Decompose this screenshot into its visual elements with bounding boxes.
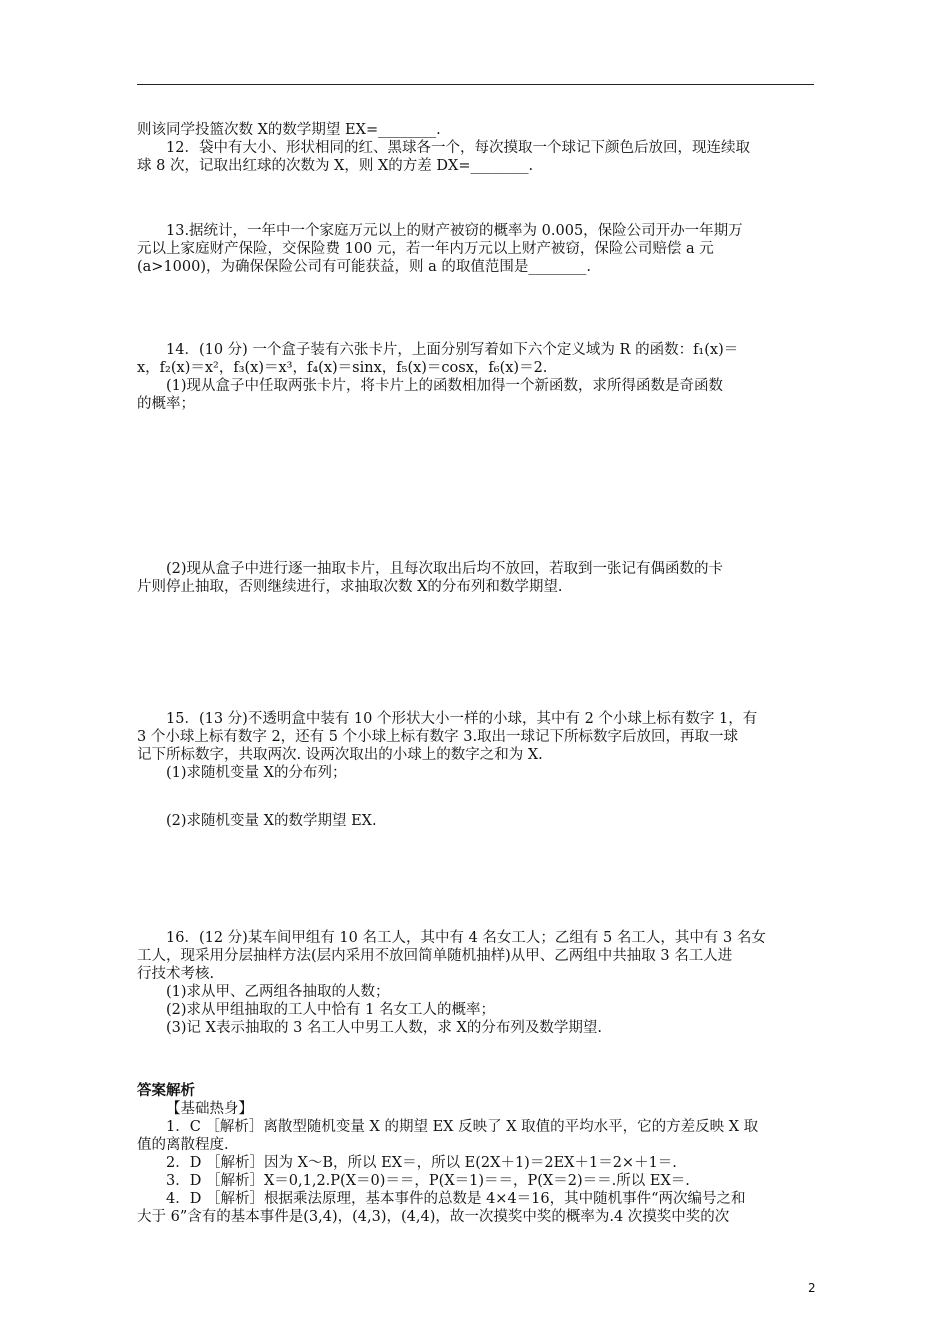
q15-line-1: 15．(13 分)不透明盒中装有 10 个形状大小一样的小球，其中有 2 个小球上标有数字 1，有 <box>166 711 758 727</box>
q16-line-2: 工人，现采用分层抽样方法(层内采用不放回简单随机抽样)从甲、乙两组中共抽取 3 名工人进 <box>137 948 733 964</box>
q16-part-2: (2)求从甲组抽取的工人中恰有 1 名女工人的概率； <box>166 1002 495 1018</box>
q13-line-3: (a>1000)，为确保保险公司有可能获益，则 a 的取值范围是________. <box>137 259 591 275</box>
answer-1-line-1: 1．C ［解析］离散型随机变量 X 的期望 EX 反映了 X 取值的平均水平，它的方差反映 X 取 <box>166 1119 759 1135</box>
q15-part-2: (2)求随机变量 X的数学期望 EX. <box>166 813 377 829</box>
q14-part-1-line-2: 的概率； <box>137 396 195 412</box>
q14-part-2-line-2: 片则停止抽取，否则继续进行，求抽取次数 X的分布列和数学期望. <box>137 579 563 595</box>
q12-line-1: 12．袋中有大小、形状相同的红、黑球各一个，每次摸取一个球记下颜色后放回，现连续取 <box>166 140 750 156</box>
answer-3: 3．D ［解析］X＝0,1,2.P(X＝0)＝＝，P(X＝1)＝＝，P(X＝2)＝＝.所以 EX＝. <box>166 1173 690 1189</box>
answers-section-label: 【基础热身】 <box>166 1101 253 1117</box>
q12-line-2: 球 8 次，记取出红球的次数为 X，则 X的方差 DX=________. <box>137 158 534 174</box>
q14-part-2-line-1: (2)现从盒子中进行逐一抽取卡片，且每次取出后均不放回，若取到一张记有偶函数的卡 <box>166 561 724 577</box>
answer-2: 2．D ［解析］因为 X～B，所以 EX＝，所以 E(2X＋1)＝2EX＋1＝2×＋1＝. <box>166 1155 677 1171</box>
answers-heading: 答案解析 <box>137 1083 195 1099</box>
q15-part-1: (1)求随机变量 X的分布列； <box>166 765 347 781</box>
q15-line-2: 3 个小球上标有数字 2，还有 5 个小球上标有数字 3.取出一球记下所标数字后放回，再取一球 <box>137 729 739 745</box>
page-number: 2 <box>808 1281 816 1295</box>
q14-part-1-line-1: (1)现从盒子中任取两张卡片，将卡片上的函数相加得一个新函数，求所得函数是奇函数 <box>166 378 724 394</box>
question-16 <box>137 929 814 1037</box>
question-13 <box>137 222 814 276</box>
q16-part-1: (1)求从甲、乙两组各抽取的人数； <box>166 984 390 1000</box>
q16-line-1: 16．(12 分)某车间甲组有 10 名工人，其中有 4 名女工人；乙组有 5 名工人，其中有 3 名女 <box>166 930 766 946</box>
answer-4-line-1: 4．D ［解析］根据乘法原理，基本事件的总数是 4×4＝16，其中随机事件“两次编号之和 <box>166 1191 746 1207</box>
header-rule <box>137 84 814 85</box>
q13-line-2: 元以上家庭财产保险，交保险费 100 元，若一年内万元以上财产被窃，保险公司赔偿 a 元 <box>137 241 714 257</box>
answer-section <box>137 1082 814 1226</box>
question-14-part-2 <box>137 560 814 596</box>
q16-part-3: (3)记 X表示抽取的 3 名工人中男工人数，求 X的分布列及数学期望. <box>166 1020 602 1036</box>
q15-line-3: 记下所标数字，共取两次. 设两次取出的小球上的数字之和为 X. <box>137 747 543 763</box>
question-11-tail <box>137 121 814 139</box>
q14-line-2: x，f₂(x)＝x²，f₃(x)＝x³，f₄(x)＝sinx，f₅(x)＝cosx，f₆(x)＝2. <box>137 360 548 376</box>
question-12 <box>137 139 814 175</box>
answer-1-line-2: 值的离散程度. <box>137 1137 229 1153</box>
q13-line-1: 13.据统计，一年中一个家庭万元以上的财产被窃的概率为 0.005，保险公司开办一年期万 <box>166 223 743 239</box>
answer-4-line-2: 大于 6”含有的基本事件是(3,4)，(4,3)，(4,4)，故一次摸奖中奖的概率为.4 次摸奖中奖的次 <box>137 1209 730 1225</box>
q11-tail-line: 则该同学投篮次数 X的数学期望 EX=________. <box>137 122 441 138</box>
q14-line-1: 14．(10 分) 一个盒子装有六张卡片，上面分别写着如下六个定义域为 R 的函数：f₁(x)＝ <box>166 342 739 358</box>
q16-line-3: 行技术考核. <box>137 966 215 982</box>
question-15-part-2 <box>137 812 814 830</box>
question-15 <box>137 710 814 782</box>
question-14 <box>137 341 814 413</box>
